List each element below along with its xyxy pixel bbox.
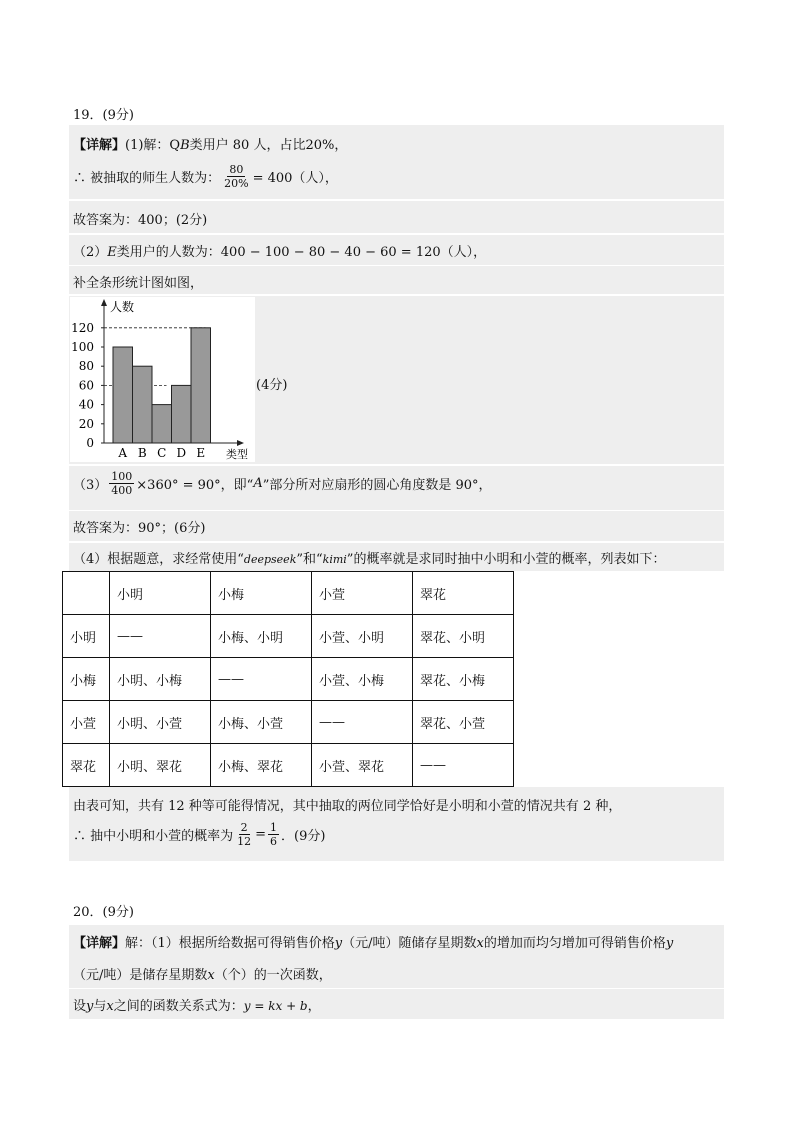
q19-line7: 故答案为：90°；(6分) <box>73 521 206 536</box>
q19-line4: （2）E类用户的人数为：400 − 100 − 80 − 40 − 60 = 120（人）， <box>73 245 487 260</box>
y-tick-label: 20 <box>78 416 94 431</box>
table-row <box>63 615 514 658</box>
q19-line8: （4）根据题意，求经常使用“deepseek”和“kimi”的概率就是求同时抽中小明和小萱的概率，列表如下： <box>73 552 666 567</box>
bar-D <box>172 385 192 443</box>
chart-score: (4分) <box>256 378 288 393</box>
detail-tag: 【详解】 <box>73 138 126 153</box>
x-tick-label: D <box>176 446 187 460</box>
table-cell: —— <box>413 744 514 787</box>
y-tick-label: 60 <box>78 378 94 393</box>
table-header-row <box>63 572 514 615</box>
table-cell: 小萱 <box>312 572 413 615</box>
table-cell: 小明 <box>110 572 211 615</box>
y-tick-label: 120 <box>71 320 94 335</box>
table-cell: 小明、翠花 <box>110 744 211 787</box>
table-cell: 小明、小萱 <box>110 701 211 744</box>
bar-C <box>152 405 172 443</box>
table-cell: 小萱 <box>63 701 110 744</box>
y-axis-label: 人数 <box>110 300 135 314</box>
q19-line3: 故答案为：400；(2分) <box>73 213 208 228</box>
bar-B <box>133 366 153 443</box>
table-cell: 小梅、小明 <box>211 615 312 658</box>
q19-line1: 【详解】(1)解：QB类用户 80 人，占比20%， <box>73 138 348 153</box>
combination-table <box>62 571 514 787</box>
y-tick-label: 0 <box>86 436 94 450</box>
table-row <box>63 744 514 787</box>
table-cell: 翠花、小梅 <box>413 658 514 701</box>
bar-A <box>113 347 133 443</box>
q19-line2: ∴ 被抽取的师生人数为： $\frac{80}{20\%}$ = 400（人）， <box>73 163 338 190</box>
table-cell: —— <box>211 658 312 701</box>
table-cell: 小梅、小萱 <box>211 701 312 744</box>
x-tick-label: A <box>118 446 128 460</box>
table-row <box>63 658 514 701</box>
q20-heading: 20．(9分) <box>73 905 134 920</box>
y-tick-label: 100 <box>71 340 94 354</box>
x-tick-label: B <box>137 446 147 460</box>
fraction: $\frac{2}{12}$ <box>237 821 252 848</box>
x-tick-label: E <box>196 446 206 460</box>
table-cell: 翠花 <box>413 572 514 615</box>
table-row <box>63 701 514 744</box>
table-cell: 小明、小梅 <box>110 658 211 701</box>
q20-line3: 设y与x之间的函数关系式为：y = kx + b， <box>73 999 321 1014</box>
q19-line10: ∴ 抽中小明和小萱的概率为 $\frac{2}{12}$ = $\frac{1}{6}$ ．(9分) <box>73 821 326 848</box>
table-cell: 小梅 <box>63 658 110 701</box>
x-tick-label: C <box>157 446 167 460</box>
table-cell: 翠花、小明 <box>413 615 514 658</box>
y-tick-label: 40 <box>78 397 94 412</box>
q19-heading: 19．(9分) <box>73 108 134 123</box>
table-cell: 翠花 <box>63 744 110 787</box>
table-cell: 小萱、翠花 <box>312 744 413 787</box>
table-cell: 翠花、小萱 <box>413 701 514 744</box>
bar-E <box>191 328 211 443</box>
table-cell: 小梅 <box>211 572 312 615</box>
q20-line2: （元/吨）是储存星期数x（个）的一次函数， <box>73 968 332 983</box>
table-cell: 小明 <box>63 615 110 658</box>
q19-line9: 由表可知，共有 12 种等可能得情况，其中抽取的两位同学恰好是小明和小萱的情况共有 2 种， <box>73 799 622 814</box>
y-tick-label: 80 <box>78 359 94 374</box>
table-cell <box>63 572 110 615</box>
q19-line6: （3） $\frac{100}{400}$ ×360° = 90°，即“ A ”部分所对应扇形的圆心角度数是 90°， <box>73 470 492 497</box>
table-cell: —— <box>312 701 413 744</box>
table-cell: 小萱、小梅 <box>312 658 413 701</box>
x-axis-label: 类型 <box>226 448 248 461</box>
q20-line1: 【详解】解：（1）根据所给数据可得销售价格y（元/吨）随储存星期数x的增加而均匀增加可得销售价格y <box>73 936 674 951</box>
q19-line5: 补全条形统计图如图， <box>73 276 204 291</box>
table-cell: —— <box>110 615 211 658</box>
fraction: $\frac{100}{400}$ <box>111 470 133 497</box>
bar-chart <box>70 297 255 462</box>
table-cell: 小萱、小明 <box>312 615 413 658</box>
table-cell: 小梅、翠花 <box>211 744 312 787</box>
fraction: $\frac{1}{6}$ <box>270 821 278 848</box>
fraction: $\frac{80}{20\%}$ <box>224 163 249 190</box>
